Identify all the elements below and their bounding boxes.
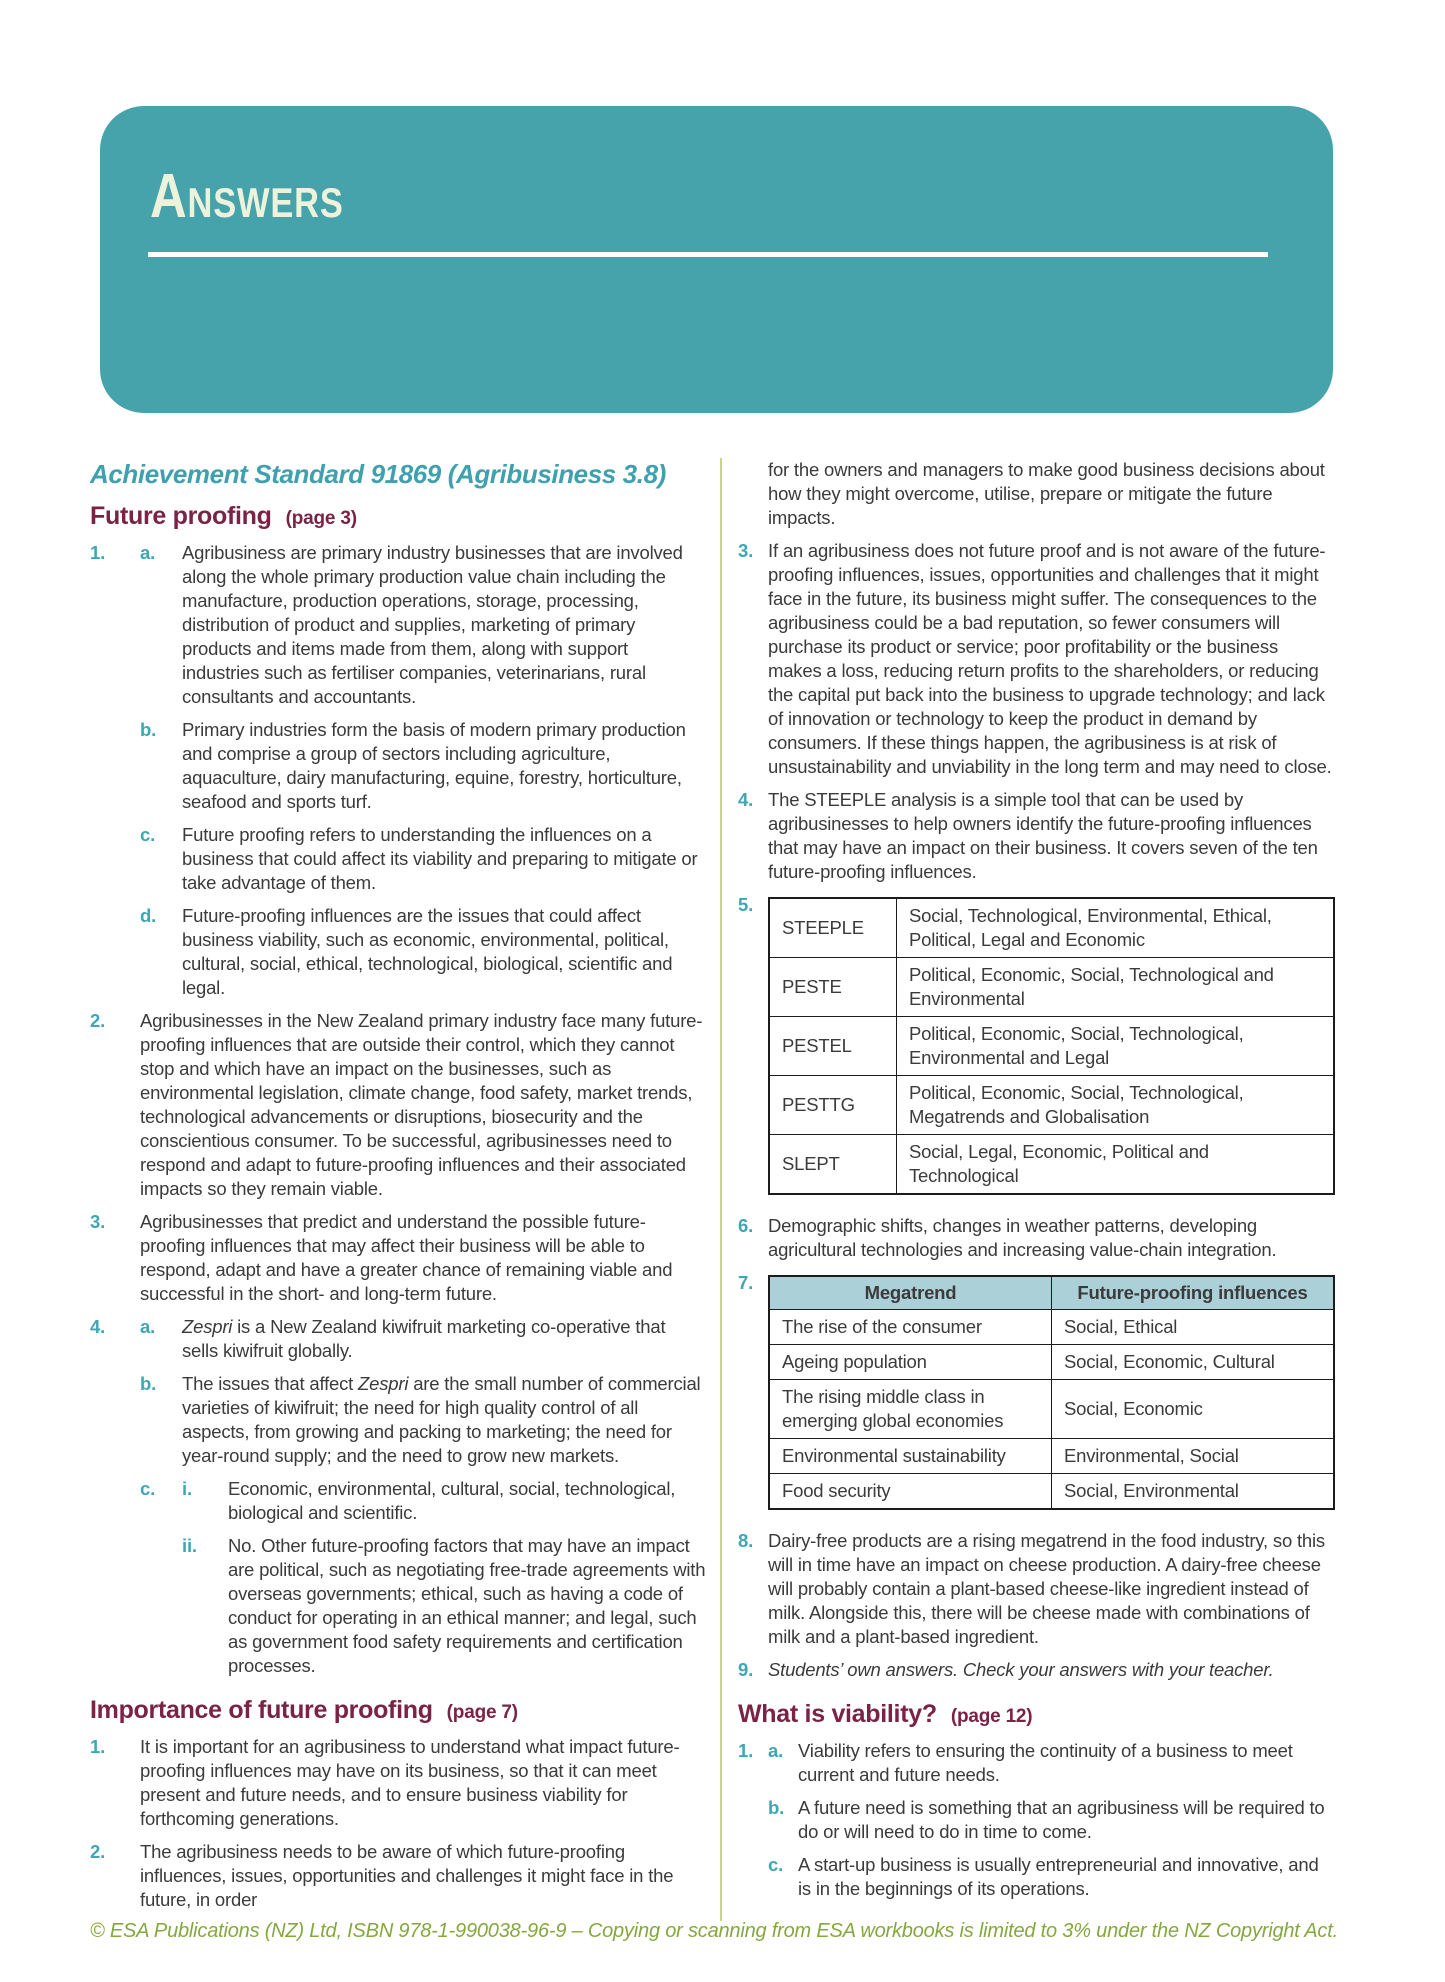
analysis-acronym: PESTEL — [769, 1017, 897, 1076]
item-text: Agribusinesses that predict and understand the possible future-proofing influences that may affect their business will be able to respond, adapt and have a greater chance of remaining viable and successful in the short- and long-term future. — [140, 1211, 673, 1304]
answer-item-7 — [738, 1271, 1335, 1520]
analysis-acronym: SLEPT — [769, 1135, 897, 1195]
answer-item-3-right — [738, 539, 1335, 779]
importance-item-1 — [90, 1735, 706, 1831]
table-row — [769, 1345, 1334, 1380]
item-number: 2. — [90, 1841, 106, 1862]
influences-cell: Social, Environmental — [1052, 1474, 1335, 1510]
subitem-label: b. — [140, 719, 157, 740]
item-number: 3. — [90, 1211, 106, 1232]
section-title: What is viability? — [738, 1700, 937, 1728]
table-row — [769, 1474, 1334, 1510]
megatrend-cell: Ageing population — [769, 1345, 1052, 1380]
item-number: 3. — [738, 540, 754, 561]
item-text: The STEEPLE analysis is a simple tool that can be used by agribusinesses to help owners identify the future-proofing influences that may have an impact on their business. It covers seven of the ten future-proofing influences. — [768, 789, 1318, 882]
item-text: The agribusiness needs to be aware of which future-proofing influences, issues, opportunities and challenges it might face in the future, in order — [140, 1841, 674, 1910]
item-body — [140, 1315, 706, 1678]
viability-subitem-1c — [768, 1853, 1335, 1901]
influences-cell: Social, Ethical — [1052, 1310, 1335, 1345]
viability-subitem-1a — [768, 1739, 1335, 1787]
subitem-text-rest: is a New Zealand kiwifruit marketing co-operative that sells kiwifruit globally. — [182, 1316, 666, 1361]
section-title: Future proofing — [90, 502, 272, 530]
subitem-label: a. — [140, 1316, 156, 1337]
subitem-text: A start-up business is usually entrepreneurial and innovative, and is in the beginnings of its operations. — [798, 1854, 1319, 1899]
section-page-ref: (page 3) — [285, 508, 357, 529]
subitem-label: b. — [768, 1797, 785, 1818]
item-number: 1. — [90, 1736, 106, 1757]
section-page-ref: (page 12) — [950, 1706, 1033, 1727]
answer-item-4 — [90, 1315, 706, 1678]
right-column — [722, 458, 1335, 1921]
item-body — [140, 541, 706, 1000]
answer-subitem-1b — [140, 718, 706, 814]
answer-item-9 — [738, 1658, 1335, 1682]
megatrend-cell: The rise of the consumer — [769, 1310, 1052, 1345]
answer-item-5 — [738, 893, 1335, 1205]
answer-item-1 — [90, 541, 706, 1000]
copyright-footer: © ESA Publications (NZ) Ltd, ISBN 978-1-990038-96-9 – Copying or scanning from ESA workbooks is limited to 3% under the NZ Copyright Act. — [90, 1920, 1338, 1942]
subitem-text — [182, 1372, 706, 1468]
subitem-text-prefix: The issues that affect — [182, 1373, 359, 1394]
achievement-standard-heading: Achievement Standard 91869 (Agribusiness 3.8) — [90, 459, 666, 489]
subitem-text: A future need is something that an agribusiness will be required to do or will need to do in time to come. — [798, 1797, 1325, 1842]
viability-item-1 — [738, 1739, 1335, 1901]
analysis-expansion: Social, Legal, Economic, Political and Technological — [897, 1135, 1335, 1195]
subitem-label: c. — [140, 1478, 156, 1499]
table-row — [769, 1076, 1334, 1135]
table-row — [769, 1135, 1334, 1195]
megatrend-column-header: Megatrend — [769, 1276, 1052, 1310]
subitem-label: a. — [140, 542, 156, 563]
item-text: If an agribusiness does not future proof and is not aware of the future-proofing influences, issues, opportunities and challenges that it might face in the future, its business might suffer. The consequences to the agribusiness could be a bad reputation, so fewer consumers will purchase its product or service; poor profitability or the business makes a loss, reducing return profits to the shareholders, or reducing the capital put back into the business to upgrade technology; and lack of innovation or technology to keep the product in demand by consumers. If these things happen, the agribusiness is at risk of unsustainability and unviability in the long term and may need to close. — [768, 540, 1332, 777]
answers-banner — [100, 106, 1333, 413]
subitem-text: Viability refers to ensuring the continuity of a business to meet current and future needs. — [798, 1740, 1293, 1785]
item-number: 1. — [738, 1740, 754, 1761]
subitem-label: c. — [768, 1854, 784, 1875]
influences-cell: Social, Economic — [1052, 1380, 1335, 1439]
roman-text: Economic, environmental, cultural, social, technological, biological and scientific. — [228, 1478, 676, 1523]
influences-column-header: Future-proofing influences — [1052, 1276, 1335, 1310]
item-body — [768, 1271, 1335, 1520]
subitem-label: d. — [140, 905, 157, 926]
answer-subitem-4b — [140, 1372, 706, 1468]
section-heading-future-proofing — [90, 504, 706, 531]
answer-subitem-1d — [140, 904, 706, 1000]
answer-subitem-4c — [140, 1477, 706, 1678]
roman-label: i. — [182, 1478, 192, 1499]
table-row — [769, 1439, 1334, 1474]
subitem-text: Agribusiness are primary industry businesses that are involved along the whole primary production value chain including the manufacture, production operations, storage, processing, distribution of product and supplies, marketing of primary products and items made from them, along with support industries such as fertiliser companies, veterinarians, rural consultants and accountants. — [182, 542, 683, 707]
megatrend-cell: Environmental sustainability — [769, 1439, 1052, 1474]
item-text: Dairy-free products are a rising megatrend in the food industry, so this will in time have an impact on cheese production. A dairy-free cheese will probably contain a plant-based cheese-like ingredient instead of milk. Alongside this, there will be cheese made with combinations of milk and a plant-based ingredient. — [768, 1530, 1325, 1647]
answer-subitem-4c-i — [182, 1477, 706, 1525]
analysis-acronym: PESTE — [769, 958, 897, 1017]
left-column — [90, 458, 722, 1921]
subitem-text: Future proofing refers to understanding the influences on a business that could affect its viability and preparing to mitigate or take advantage of them. — [182, 824, 698, 893]
answer-subitem-1a — [140, 541, 706, 709]
item-number: 1. — [90, 542, 106, 563]
subitem-text-rest: are the small number of commercial varieties of kiwifruit; the need for high quality control of all aspects, from growing and packing to marketing; the need for year-round supply; and the need to grow new markets. — [182, 1373, 701, 1466]
continuation-paragraph: for the owners and managers to make good business decisions about how they might overcome, utilise, prepare or mitigate the future impacts. — [768, 459, 1325, 528]
item-number: 5. — [738, 894, 754, 915]
table-row — [769, 1017, 1334, 1076]
item-number: 2. — [90, 1010, 106, 1031]
answer-item-2 — [90, 1009, 706, 1201]
section-title: Importance of future proofing — [90, 1696, 433, 1724]
answer-subitem-4a — [140, 1315, 706, 1363]
analysis-acronym: STEEPLE — [769, 898, 897, 958]
subitem-text — [182, 1315, 706, 1363]
answer-item-3 — [90, 1210, 706, 1306]
banner-underline — [148, 252, 1268, 257]
item-text-italic: Students’ own answers. Check your answers with your teacher. — [768, 1659, 1274, 1680]
roman-text: No. Other future-proofing factors that may have an impact are political, such as negotiating free-trade agreements with overseas governments; ethical, such as having a code of conduct for operating in an ethical manner; and legal, such as government food safety requirements and certification processes. — [228, 1535, 706, 1676]
section-heading-viability — [738, 1702, 1335, 1729]
viability-subitem-1b — [768, 1796, 1335, 1844]
item-text: Demographic shifts, changes in weather patterns, developing agricultural technologies and increasing value-chain integration. — [768, 1215, 1277, 1260]
analysis-expansion: Political, Economic, Social, Technological and Environmental — [897, 958, 1335, 1017]
subitem-text: Future-proofing influences are the issues that could affect business viability, such as economic, environmental, political, cultural, social, ethical, technological, biological, scientific and legal. — [182, 905, 673, 998]
subitem-label: b. — [140, 1373, 157, 1394]
answer-item-6 — [738, 1214, 1335, 1262]
item-number: 4. — [738, 789, 754, 810]
answer-subitem-4c-ii — [182, 1534, 706, 1678]
item-text: Agribusinesses in the New Zealand primary industry face many future-proofing influences that are outside their control, which they cannot stop and which have an impact on the businesses, such as environmental legislation, climate change, food safety, market trends, technological advancements or disruptions, biosecurity and the conscientious consumer. To be successful, agribusinesses need to respond and adapt to future-proofing influences and their associated impacts so they remain viable. — [140, 1010, 703, 1199]
section-heading-importance — [90, 1698, 706, 1725]
analysis-expansion: Political, Economic, Social, Technological, Environmental and Legal — [897, 1017, 1335, 1076]
section-page-ref: (page 7) — [446, 1702, 518, 1723]
italic-term: Zespri — [358, 1373, 409, 1394]
answer-item-8 — [738, 1529, 1335, 1649]
megatrend-table — [768, 1275, 1335, 1510]
item-text: It is important for an agribusiness to understand what impact future-proofing influences may have on its business, so that it can meet present and future needs, and to ensure business viability for forthcoming generations. — [140, 1736, 680, 1829]
analysis-acronym: PESTTG — [769, 1076, 897, 1135]
influences-cell: Environmental, Social — [1052, 1439, 1335, 1474]
item-number: 9. — [738, 1659, 754, 1680]
steeple-analysis-table — [768, 897, 1335, 1195]
italic-term: Zespri — [182, 1316, 233, 1337]
answer-item-4-right — [738, 788, 1335, 884]
analysis-expansion: Political, Economic, Social, Technological, Megatrends and Globalisation — [897, 1076, 1335, 1135]
subitem-label: c. — [140, 824, 156, 845]
item-body — [768, 1739, 1335, 1901]
item-body — [768, 893, 1335, 1205]
megatrend-cell: The rising middle class in emerging global economies — [769, 1380, 1052, 1439]
influences-cell: Social, Economic, Cultural — [1052, 1345, 1335, 1380]
item-number: 8. — [738, 1530, 754, 1551]
subitem-label: a. — [768, 1740, 784, 1761]
table-header-row — [769, 1276, 1334, 1310]
importance-item-2 — [90, 1840, 706, 1912]
item-number: 6. — [738, 1215, 754, 1236]
two-column-content — [90, 458, 1335, 1921]
subitem-text: Primary industries form the basis of modern primary production and comprise a group of sectors including agriculture, aquaculture, dairy manufacturing, equine, forestry, horticulture, seafood and sports turf. — [182, 719, 686, 812]
subitem-body — [182, 1477, 706, 1678]
page-title: ANSWERS — [150, 162, 344, 231]
megatrend-cell: Food security — [769, 1474, 1052, 1510]
table-row — [769, 958, 1334, 1017]
table-row — [769, 898, 1334, 958]
roman-label: ii. — [182, 1535, 197, 1556]
item-number: 4. — [90, 1316, 106, 1337]
analysis-expansion: Social, Technological, Environmental, Ethical, Political, Legal and Economic — [897, 898, 1335, 958]
answer-subitem-1c — [140, 823, 706, 895]
table-row — [769, 1310, 1334, 1345]
table-row — [769, 1380, 1334, 1439]
item-number: 7. — [738, 1272, 754, 1293]
